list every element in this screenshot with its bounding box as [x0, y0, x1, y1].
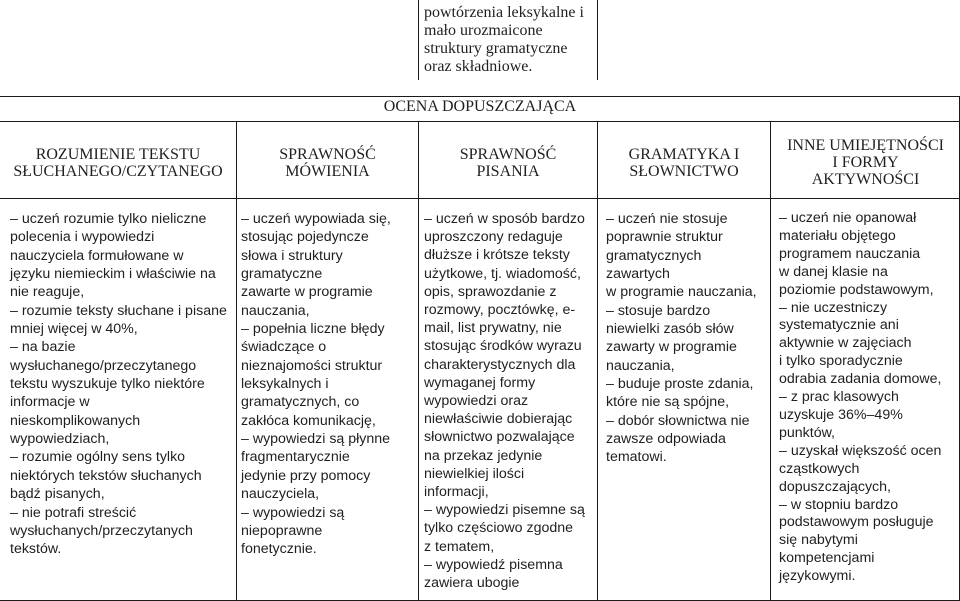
grade-title: OCENA DOPUSZCZAJĄCA [383, 98, 577, 115]
table-vline [236, 121, 237, 601]
header-other-skills: INNE UMIEJĘTNOŚCI I FORMY AKTYWNOŚCI [787, 137, 944, 188]
cell-grammar-vocabulary: – uczeń nie stosuje poprawnie struktur gramatycznych zawartych w programie nauczania, – stosuje bardzo niewielki zasób słów zawarty w programie nauczania, – buduje proste zdania, które nie są spójne, – dobór słownictwa nie zawsze odpowiada tematowi. [606, 211, 757, 466]
table-vline [418, 121, 419, 601]
top-cell-text: powtórzenia leksykalne i mało urozmaicone struktury gramatyczne oraz składniowe. [424, 4, 584, 75]
table-hline [0, 198, 960, 199]
cell-writing: – uczeń w sposób bardzo uproszczony redaguje dłuższe i krótsze teksty użytkowe, tj. wiadomość, opis, sprawozdanie z rozmowy, pocztówkę, e- mail, list prywatny, nie stosując środków wyrazu charakterystycznych dla wymaganej formy wypowiedzi oraz niewłaściwie dobierając słownictwo pozwalające na przekaz jedynie niewielkiej ilości informacji, – wypowiedzi pisemne są tylko częściowo zgodne z tematem, – wypowiedź pisemna zawiera ubogie [424, 211, 585, 592]
cell-other-skills: – uczeń nie opanował materiału objętego programem nauczania w danej klasie na poziomie podstawowym, – nie uczestniczy systematycznie ani aktywnie w zajęciach i tylko sporadycznie odrabia zadania domowe, – z prac klasowych uzyskuje 36%–49% punktów, – uzyskał większość ocen cząstkowych dopuszczających, – w stopniu bardzo podstawowym posługuje się nabytymi kompetencjami językowymi. [779, 210, 942, 585]
header-speaking: SPRAWNOŚĆ MÓWIENIA [279, 146, 376, 180]
header-writing: SPRAWNOŚĆ PISANIA [459, 146, 557, 180]
header-grammar-vocabulary: GRAMATYKA I SŁOWNICTWO [628, 146, 740, 180]
header-listening-reading: ROZUMIENIE TEKSTU SŁUCHANEGO/CZYTANEGO [13, 146, 223, 180]
cell-listening-reading: – uczeń rozumie tylko nieliczne polecenia i wypowiedzi nauczyciela formułowane w języku niemieckim i właściwie na nie reaguje, – rozumie teksty słuchane i pisane mniej więcej w 40%, – na bazie wysłuchanego/przeczytanego tekstu wyszukuje tylko niektóre informacje w nieskomplikowanych wypowiedziach, – rozumie ogólny sens tylko niektórych tekstów słuchanych bądź pisanych, – nie potrafi streścić wysłuchanych/przeczytanych tekstów. [10, 211, 227, 558]
table-vline [597, 0, 598, 80]
table-vline [418, 0, 419, 80]
cell-speaking: – uczeń wypowiada się, stosując pojedyncze słowa i struktury gramatyczne zawarte w programie nauczania, – popełnia liczne błędy świadczące o nieznajomości struktur leksykalnych i gramatycznych, co zakłóca komunikację, – wypowiedzi są płynne fragmentarycznie jedynie przy pomocy nauczyciela, – wypowiedzi są niepoprawne fonetycznie. [241, 211, 391, 558]
table-hline [0, 121, 960, 122]
table-vline [770, 121, 771, 601]
table-vline [597, 121, 598, 601]
table-hline [0, 96, 960, 97]
